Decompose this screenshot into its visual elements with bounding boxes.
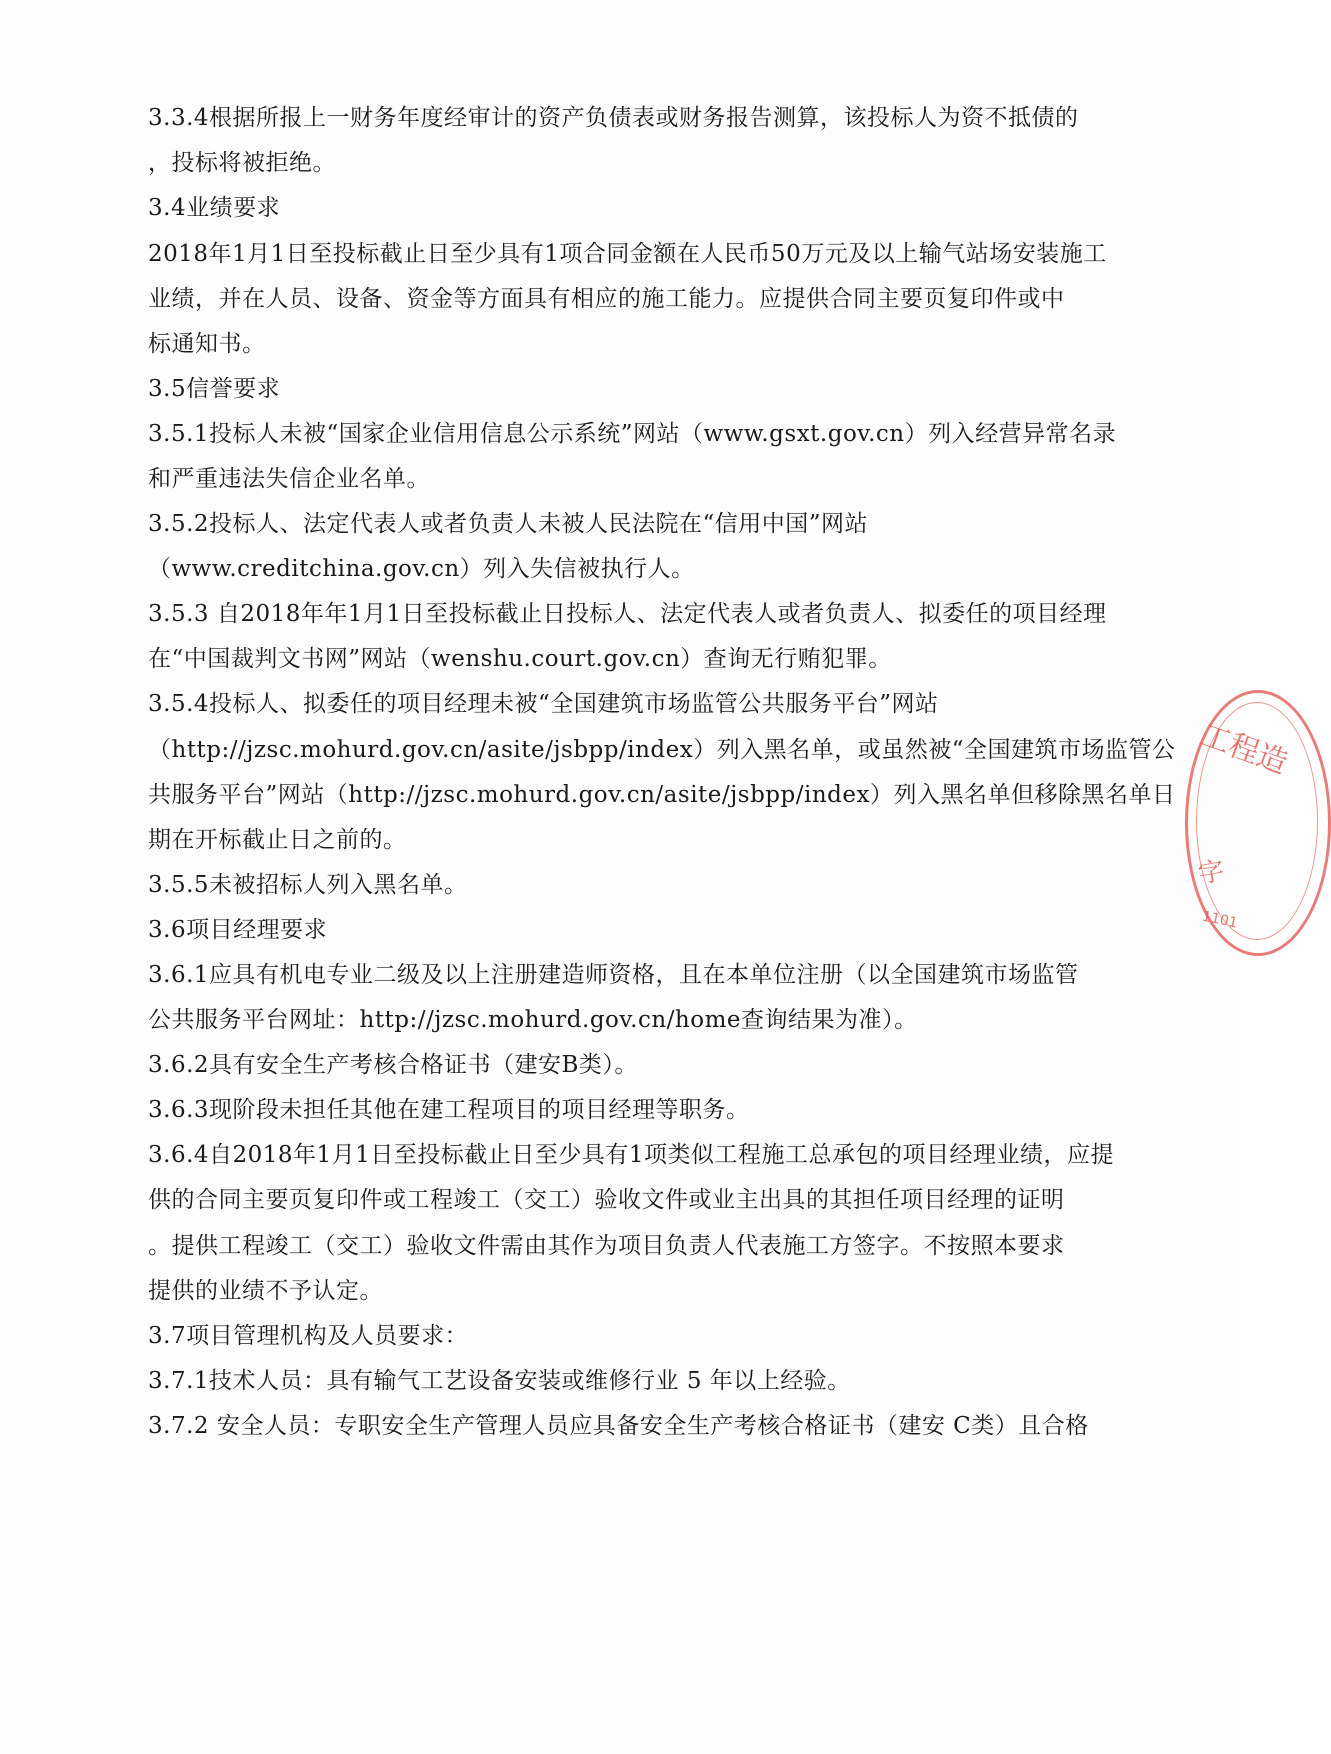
text-line: 和严重违法失信企业名单。: [148, 466, 430, 492]
text-line: 3.6.3现阶段未担任其他在建工程项目的项目经理等职务。: [148, 1097, 750, 1123]
section-heading: 3.5信誉要求: [148, 376, 281, 402]
text-line: 3.5.1投标人未被“国家企业信用信息公示系统”网站（www.gsxt.gov.cn）列入经营异常名录: [148, 421, 1117, 447]
text-line: 业绩，并在人员、设备、资金等方面具有相应的施工能力。应提供合同主要页复印件或中: [148, 286, 1065, 312]
seal-stamp-code: 1101: [1200, 908, 1239, 932]
text-line: 共服务平台”网站（http://jzsc.mohurd.gov.cn/asite/jsbpp/index）列入黑名单但移除黑名单日: [148, 782, 1176, 808]
text-line: （http://jzsc.mohurd.gov.cn/asite/jsbpp/index）列入黑名单，或虽然被“全国建筑市场监管公: [148, 737, 1176, 763]
text-line: 3.6.4自2018年1月1日至投标截止日至少具有1项类似工程施工总承包的项目经理业绩，应提: [148, 1142, 1114, 1168]
section-heading: 3.4业绩要求: [148, 195, 281, 221]
text-line: 3.3.4根据所报上一财务年度经审计的资产负债表或财务报告测算，该投标人为资不抵债的: [148, 105, 1079, 131]
seal-stamp-text: 工程造: [1195, 717, 1293, 782]
text-line: 。提供工程竣工（交工）验收文件需由其作为项目负责人代表施工方签字。不按照本要求: [148, 1233, 1065, 1259]
section-heading: 3.7项目管理机构及人员要求：: [148, 1323, 469, 1349]
text-line: （www.creditchina.gov.cn）列入失信被执行人。: [148, 556, 695, 582]
text-line: 标通知书。: [148, 331, 266, 357]
text-line: 3.7.2 安全人员：专职安全生产管理人员应具备安全生产考核合格证书（建安 C类）且合格: [148, 1413, 1089, 1439]
text-line: 3.6.2具有安全生产考核合格证书（建安B类）。: [148, 1052, 638, 1078]
section-heading: 3.6项目经理要求: [148, 917, 328, 943]
text-line: 在“中国裁判文书网”网站（wenshu.court.gov.cn）查询无行贿犯罪。: [148, 646, 892, 672]
text-line: 3.5.2投标人、法定代表人或者负责人未被人民法院在“信用中国”网站: [148, 511, 869, 537]
text-line: 3.7.1技术人员：具有输气工艺设备安装或维修行业 5 年以上经验。: [148, 1368, 851, 1394]
text-line: 3.6.1应具有机电专业二级及以上注册建造师资格，且在本单位注册（以全国建筑市场监管: [148, 962, 1079, 988]
seal-stamp-text: 字: [1196, 855, 1227, 890]
text-line: 供的合同主要页复印件或工程竣工（交工）验收文件或业主出具的其担任项目经理的证明: [148, 1187, 1065, 1213]
text-line: ，投标将被拒绝。: [148, 150, 336, 176]
text-line: 3.5.3 自2018年年1月1日至投标截止日投标人、法定代表人或者负责人、拟委任的项目经理: [148, 601, 1107, 627]
text-line: 3.5.4投标人、拟委任的项目经理未被“全国建筑市场监管公共服务平台”网站: [148, 691, 939, 717]
text-line: 提供的业绩不予认定。: [148, 1278, 383, 1304]
text-line: 3.5.5未被招标人列入黑名单。: [148, 872, 468, 898]
text-line: 2018年1月1日至投标截止日至少具有1项合同金额在人民币50万元及以上输气站场安装施工: [148, 241, 1107, 267]
text-line: 期在开标截止日之前的。: [148, 827, 407, 853]
text-line: 公共服务平台网址：http://jzsc.mohurd.gov.cn/home查询结果为准）。: [148, 1007, 918, 1033]
